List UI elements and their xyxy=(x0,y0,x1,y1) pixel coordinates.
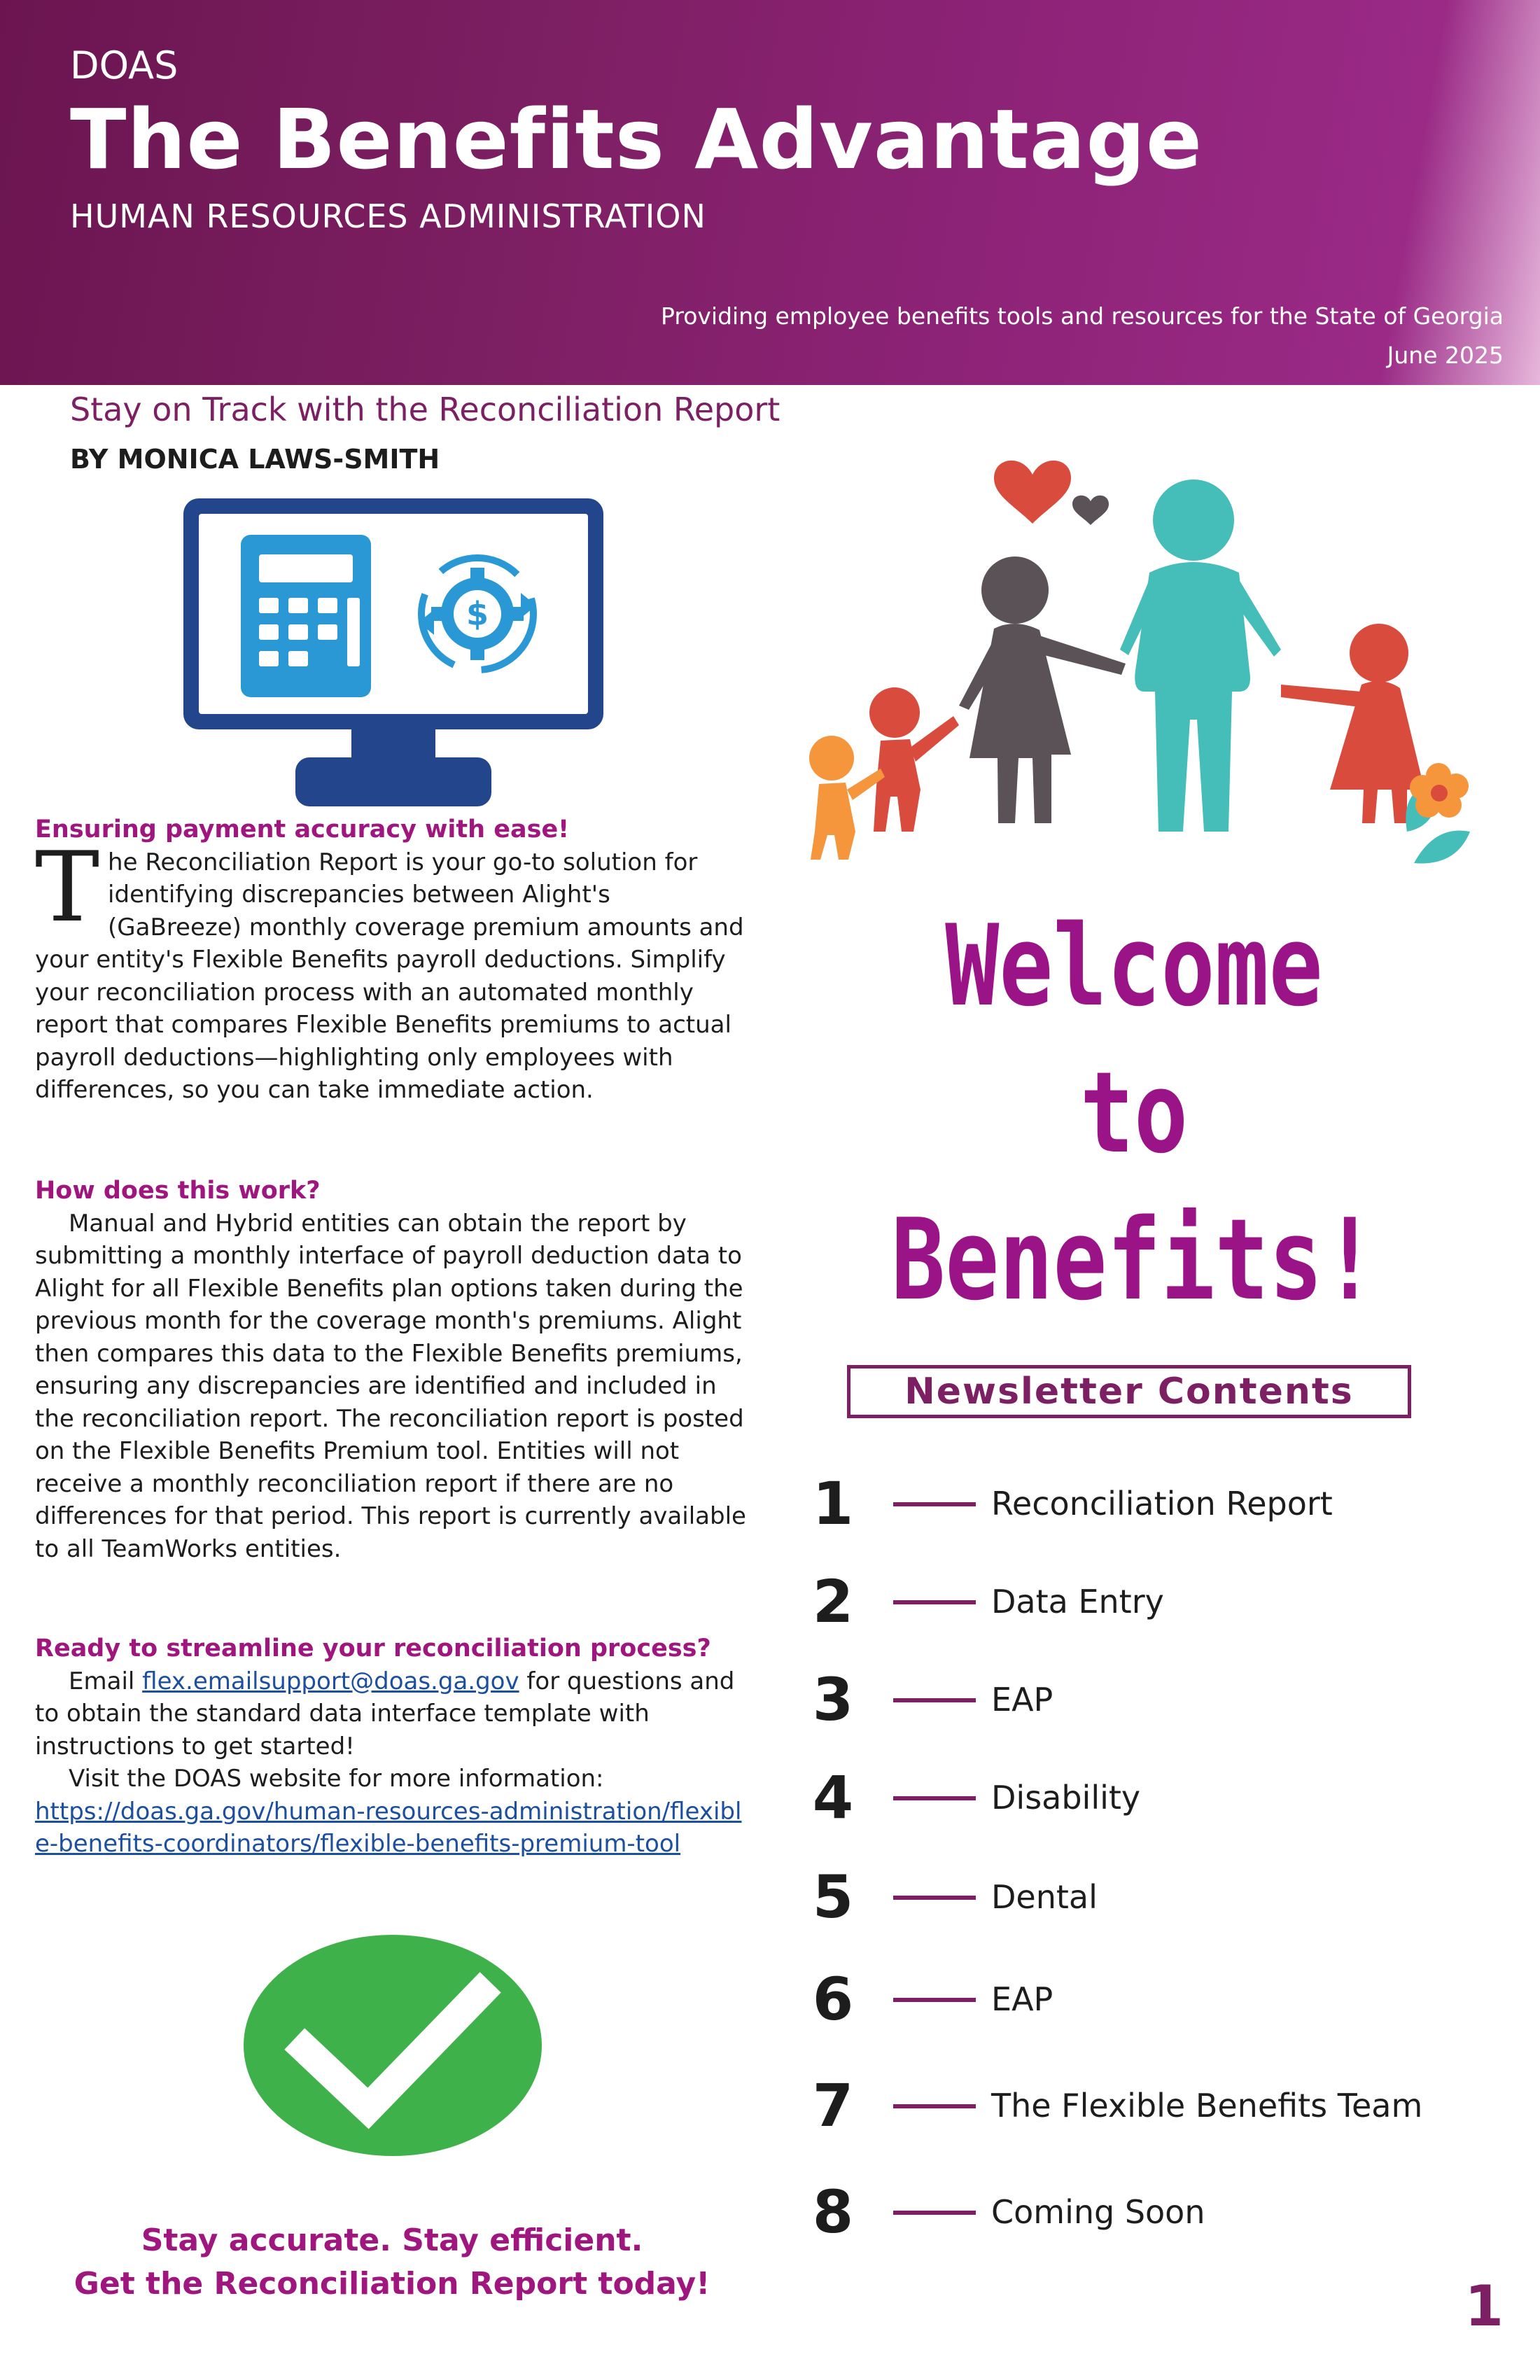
visit-text: Visit the DOAS website for more information: xyxy=(69,1765,604,1793)
welcome-line-1: Welcome xyxy=(945,900,1323,1031)
toc-label: Data Entry xyxy=(991,1583,1164,1620)
toc-label: EAP xyxy=(991,1681,1054,1718)
toc-item[interactable] xyxy=(805,1862,1470,1932)
toc-dash xyxy=(893,2211,976,2215)
premium-tool-link[interactable]: https://doas.ga.gov/human-resources-administration/flexible-benefits-coordinators/flexible-benefits-premium-tool xyxy=(35,1797,742,1858)
section1-text: he Reconciliation Report is your go-to solution for identifying discrepancies between Alight's (GaBreeze) monthly coverage premium amounts and your entity's Flexible Benefits payroll deductions. Simplify your reconciliation process with an automated monthly report that compares Flexible Benefits premiums to actual payroll deductions—highlighting only employees with differences, so you can take immediate action. xyxy=(35,848,744,1104)
email-paragraph xyxy=(35,1665,749,1763)
header-banner xyxy=(0,0,1540,385)
contents-heading: Newsletter Contents xyxy=(847,1365,1411,1418)
section-heading-accuracy: Ensuring payment accuracy with ease! xyxy=(35,816,570,844)
toc-number: 8 xyxy=(812,2178,854,2246)
newsletter-title: The Benefits Advantage xyxy=(70,91,1203,188)
toc-number: 2 xyxy=(812,1567,854,1636)
article-section-1 xyxy=(35,813,749,1107)
family-illustration xyxy=(791,440,1477,888)
welcome-line-3: Benefits! xyxy=(891,1194,1377,1325)
support-email-link[interactable]: flex.emailsupport@doas.ga.gov xyxy=(142,1667,519,1695)
section-body-how: Manual and Hybrid entities can obtain the report by submitting a monthly interface of payroll deduction data to Alight for all Flexible Benefits plan options taken during the previous month for the coverage month's premiums. Alight then compares this data to the Flexible Benefits premiums, ensuring any discrepancies are identified and included in the reconciliation report. The reconciliation report is posted on the Flexible Benefits Premium tool. Entities will not receive a monthly reconciliation report if there are no differences for that period. This report is currently available to all TeamWorks entities. xyxy=(35,1209,746,1563)
org-name: DOAS xyxy=(70,43,178,88)
email-suffix: for questions and to obtain the standard data interface template with instructions to get started! xyxy=(35,1667,735,1760)
toc-item[interactable] xyxy=(805,1964,1470,2034)
toc-item[interactable] xyxy=(805,2177,1470,2247)
toc-number: 5 xyxy=(812,1863,854,1931)
toc-dash xyxy=(893,1502,976,1506)
article-section-2 xyxy=(35,1175,749,1565)
toc-item[interactable] xyxy=(805,2071,1470,2141)
toc-number: 3 xyxy=(812,1665,854,1734)
closing-line-1: Stay accurate. Stay efficient. xyxy=(141,2222,643,2258)
issue-date: June 2025 xyxy=(1387,342,1504,369)
article-title: Stay on Track with the Reconciliation Report xyxy=(70,391,780,428)
toc-number: 1 xyxy=(812,1469,854,1538)
closing-line-2: Get the Reconciliation Report today! xyxy=(74,2266,710,2302)
section-heading-ready: Ready to streamline your reconciliation process? xyxy=(35,1634,711,1662)
toc-label: Reconciliation Report xyxy=(991,1485,1333,1522)
drop-cap: T xyxy=(35,830,100,944)
toc-dash xyxy=(893,1698,976,1702)
toc-label: EAP xyxy=(991,1980,1054,2018)
toc-number: 4 xyxy=(812,1763,854,1832)
toc-dash xyxy=(893,1998,976,2002)
toc-item[interactable] xyxy=(805,1665,1470,1735)
closing-callout xyxy=(35,2219,749,2306)
toc-dash xyxy=(893,1796,976,1800)
toc-item[interactable] xyxy=(805,1567,1470,1637)
article-byline: BY MONICA LAWS-SMITH xyxy=(70,444,440,475)
page-number: 1 xyxy=(1464,2274,1504,2339)
article-section-3 xyxy=(35,1632,749,1861)
welcome-line-2: to xyxy=(1079,1047,1189,1178)
computer-calculator-icon xyxy=(183,498,603,806)
toc-label: Coming Soon xyxy=(991,2193,1205,2231)
tagline: Providing employee benefits tools and resources for the State of Georgia xyxy=(661,302,1504,330)
toc-dash xyxy=(893,1896,976,1900)
toc-dash xyxy=(893,1600,976,1604)
welcome-banner xyxy=(888,892,1380,1334)
svg-text:$: $ xyxy=(465,595,489,633)
toc-number: 6 xyxy=(812,1965,854,2033)
email-prefix: Email xyxy=(69,1667,135,1695)
toc-item[interactable] xyxy=(805,1763,1470,1833)
toc-number: 7 xyxy=(812,2071,854,2140)
newsletter-subtitle: HUMAN RESOURCES ADMINISTRATION xyxy=(70,197,706,235)
toc-label: Dental xyxy=(991,1878,1098,1916)
toc-item[interactable] xyxy=(805,1469,1470,1539)
toc-dash xyxy=(893,2104,976,2108)
toc-label: The Flexible Benefits Team xyxy=(991,2087,1423,2124)
checkmark-icon xyxy=(242,1933,543,2157)
section-heading-how: How does this work? xyxy=(35,1177,321,1205)
toc-label: Disability xyxy=(991,1779,1141,1816)
